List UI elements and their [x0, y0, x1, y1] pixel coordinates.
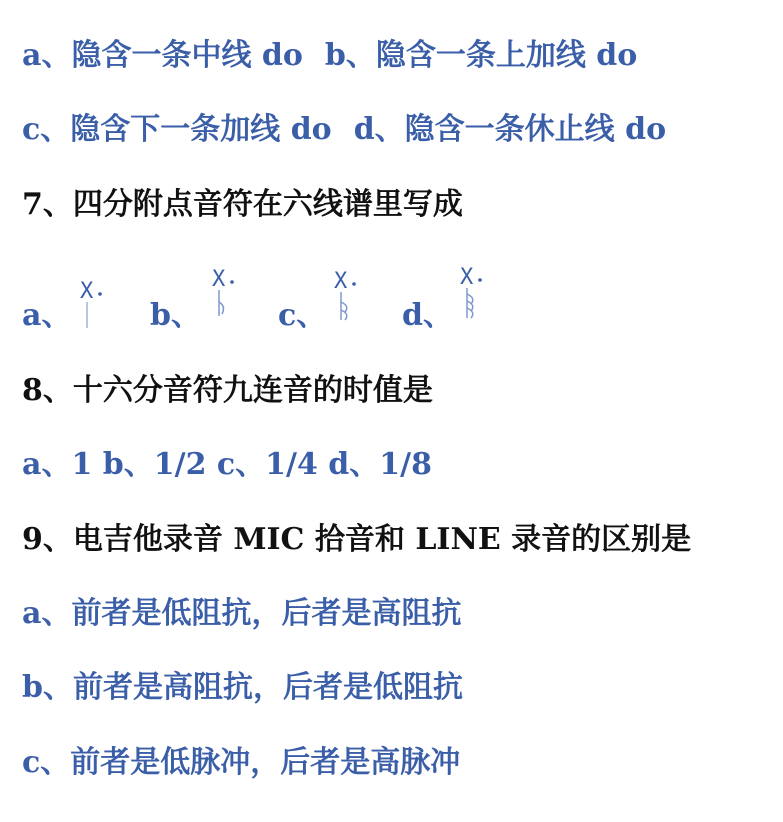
option-b-text: b、隐含一条上加线 do: [324, 38, 638, 73]
option-row-cd: [22, 112, 666, 148]
option-row-ab: [22, 38, 637, 74]
tab-dotted-quarter-figure-a: [78, 270, 108, 342]
svg-text:X: X: [334, 269, 348, 294]
option-a-text: a、隐含一条中线 do: [22, 38, 303, 73]
question-8-options: a、1 b、1/2 c、1/4 d、1/8: [22, 447, 432, 482]
question-9-option-a: a、前者是低阻抗，后者是高阻抗: [22, 596, 462, 631]
svg-text:X: X: [212, 267, 226, 292]
question-9: 9、电吉他录音 MIC 拾音和 LINE 录音的区别是: [22, 522, 692, 557]
question-9-option-c: c、前者是低脉冲，后者是高脉冲: [22, 745, 461, 780]
tab-dotted-quarter-figure-b: [210, 258, 240, 330]
option-d-text: d、隐含一条休止线 do: [353, 112, 667, 147]
q7-option-b-label: b、: [150, 298, 201, 333]
option-c-text: c、隐含下一条加线 do: [22, 112, 332, 147]
svg-text:X: X: [80, 279, 94, 304]
question-9-option-b: b、前者是高阻抗，后者是低阻抗: [22, 670, 463, 705]
svg-text:X: X: [460, 265, 474, 290]
q7-option-a-label: a、: [22, 298, 72, 333]
q7-option-c-label: c、: [278, 298, 327, 333]
question-8: 8、十六分音符九连音的时值是: [22, 373, 433, 408]
q7-option-d-label: d、: [402, 298, 453, 333]
question-7: 7、四分附点音符在六线谱里写成: [22, 187, 463, 222]
tab-dotted-quarter-figure-d: [458, 256, 488, 328]
question-7-options: [22, 256, 622, 336]
tab-dotted-quarter-figure-c: [332, 260, 362, 332]
